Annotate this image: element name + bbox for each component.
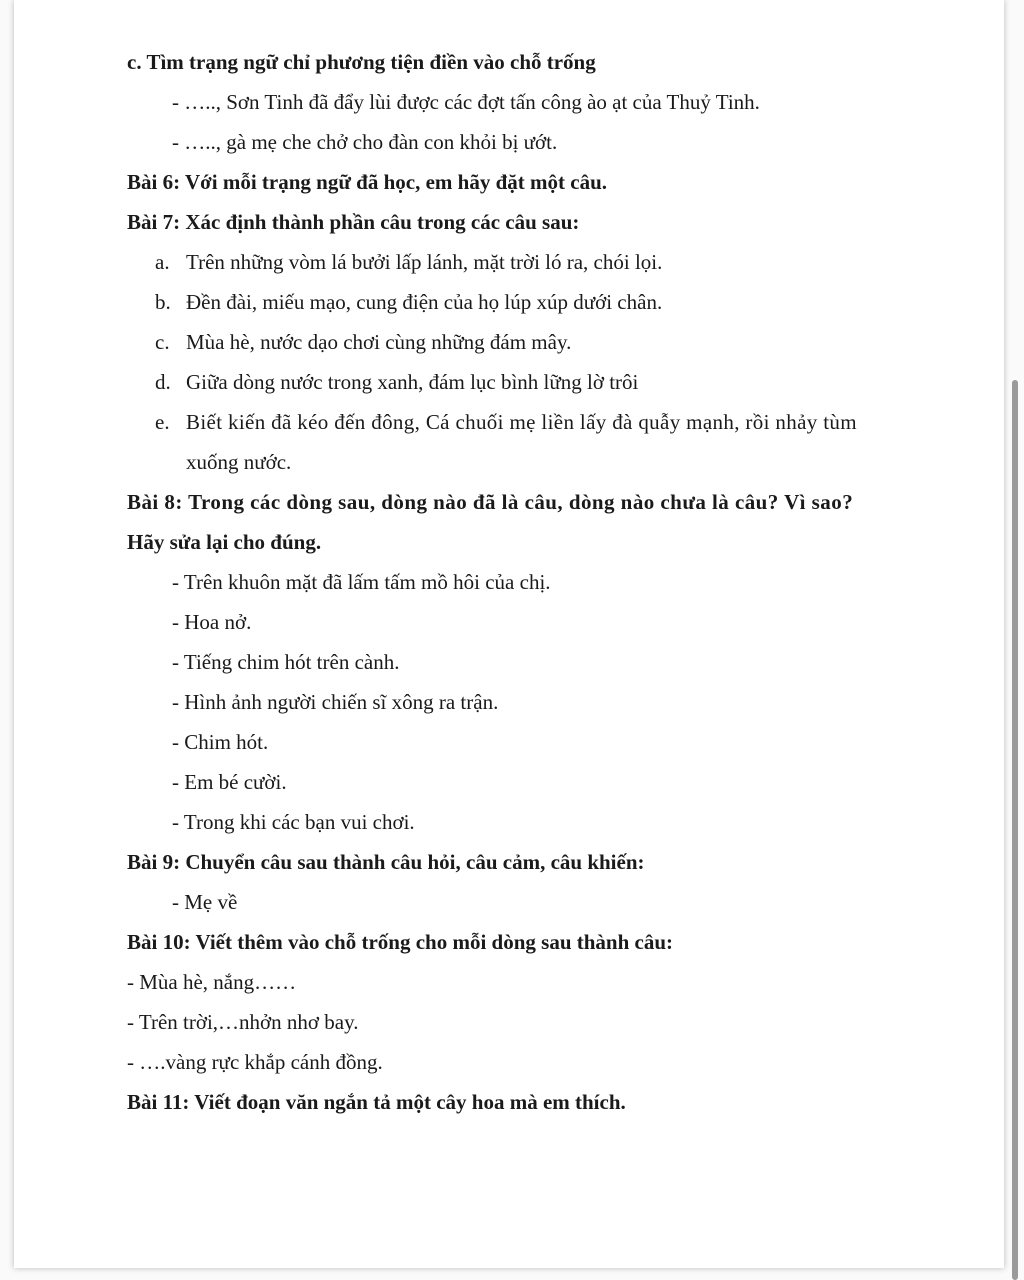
- bai8-item: - Hoa nở.: [172, 610, 252, 634]
- bai7-item-label: c.: [155, 330, 170, 354]
- bai7-item-label: e.: [155, 410, 170, 434]
- bai8-heading: Bài 8: Trong các dòng sau, dòng nào đã là câu, dòng nào chưa là câu? Vì sao?: [127, 490, 854, 514]
- vertical-scrollbar[interactable]: [1012, 380, 1018, 1280]
- bai7-item-label: a.: [155, 250, 170, 274]
- bai9-item: - Mẹ về: [172, 890, 238, 914]
- bai11-heading: Bài 11: Viết đoạn văn ngắn tả một cây hoa mà em thích.: [127, 1090, 626, 1114]
- bai7-item-text: Biết kiến đã kéo đến đông, Cá chuối mẹ liền lấy đà quẫy mạnh, rồi nhảy tùm: [186, 410, 857, 434]
- bai6-heading: Bài 6: Với mỗi trạng ngữ đã học, em hãy đặt một câu.: [127, 170, 608, 194]
- bai10-item: - Mùa hè, nắng……: [127, 970, 297, 994]
- bai7-item-label: b.: [155, 290, 171, 314]
- bai8-item: - Hình ảnh người chiến sĩ xông ra trận.: [172, 690, 499, 714]
- bai8-item: - Tiếng chim hót trên cành.: [172, 650, 400, 674]
- section-c-heading: c. Tìm trạng ngữ chỉ phương tiện điền vào chỗ trống: [127, 50, 596, 74]
- bai10-item: - Trên trời,…nhởn nhơ bay.: [127, 1010, 359, 1034]
- section-c-item-2: - ….., gà mẹ che chở cho đàn con khỏi bị ướt.: [172, 130, 558, 154]
- bai10-item: - ….vàng rực khắp cánh đồng.: [127, 1050, 383, 1074]
- bai7-item-text: Mùa hè, nước dạo chơi cùng những đám mây.: [186, 330, 572, 354]
- bai7-item-label: d.: [155, 370, 171, 394]
- bai9-heading: Bài 9: Chuyển câu sau thành câu hỏi, câu cảm, câu khiến:: [127, 850, 645, 874]
- section-c-item-1: - ….., Sơn Tinh đã đẩy lùi được các đợt tấn công ào ạt của Thuỷ Tinh.: [172, 90, 760, 114]
- bai10-heading: Bài 10: Viết thêm vào chỗ trống cho mỗi dòng sau thành câu:: [127, 930, 674, 954]
- bai7-heading: Bài 7: Xác định thành phần câu trong các câu sau:: [127, 210, 580, 234]
- bai7-item-text: Trên những vòm lá bưởi lấp lánh, mặt trời ló ra, chói lọi.: [186, 250, 663, 274]
- bai7-item-text-continued: xuống nước.: [186, 450, 292, 474]
- bai8-item: - Chim hót.: [172, 730, 269, 754]
- bai8-heading-continued: Hãy sửa lại cho đúng.: [127, 530, 322, 554]
- bai8-item: - Trên khuôn mặt đã lấm tấm mồ hôi của chị.: [172, 570, 551, 594]
- bai7-item-text: Đền đài, miếu mạo, cung điện của họ lúp xúp dưới chân.: [186, 290, 663, 314]
- bai8-item: - Em bé cười.: [172, 770, 287, 794]
- bai7-item-text: Giữa dòng nước trong xanh, đám lục bình lững lờ trôi: [186, 370, 639, 394]
- bai8-item: - Trong khi các bạn vui chơi.: [172, 810, 415, 834]
